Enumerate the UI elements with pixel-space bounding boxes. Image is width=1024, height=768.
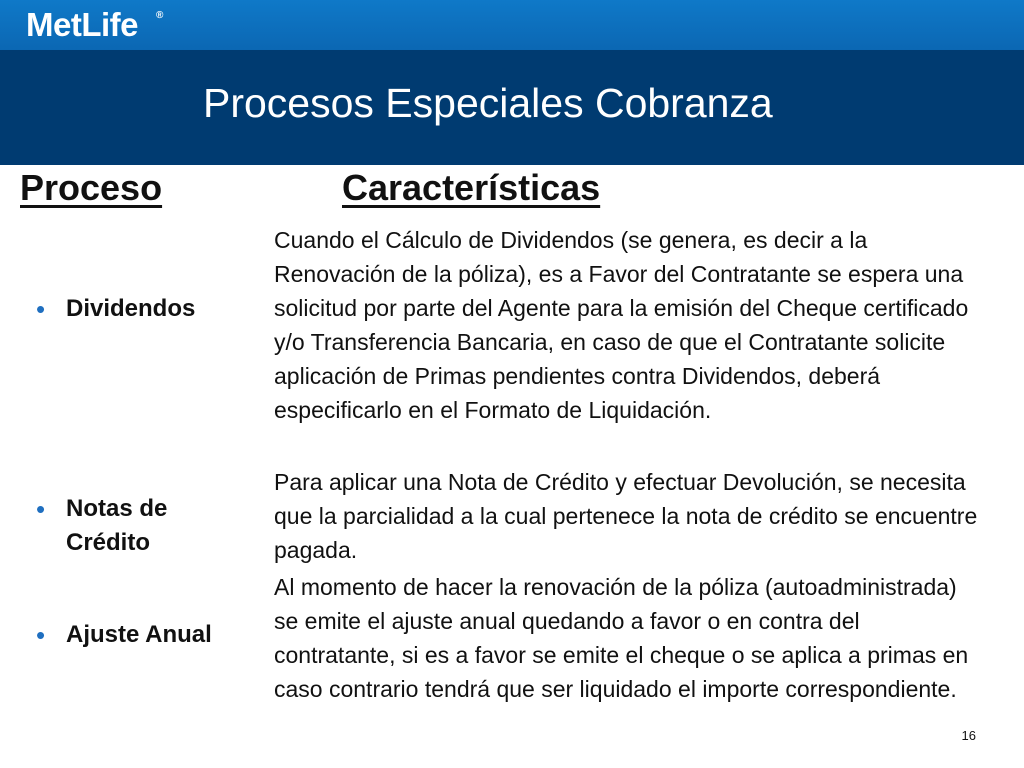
process-column-header: Proceso [20, 167, 163, 208]
process-label: Ajuste Anual [66, 621, 212, 648]
slide-title: Procesos Especiales Cobranza [203, 80, 773, 126]
process-item-notas-de-credito [36, 492, 236, 560]
process-item-ajuste-anual [36, 618, 236, 652]
description-notas-de-credito: Para aplicar una Nota de Crédito y efectuar Devolución, se necesita que la parcialidad a la cual pertenece la nota de crédito se encuentre pagada. [274, 469, 978, 563]
logo-bar [0, 0, 1024, 50]
description-dividendos: Cuando el Cálculo de Dividendos (se genera, es decir a la Renovación de la póliza), es a Favor del Contratante se espera una solicitud por parte del Agente para la emisión del Cheque certificado y/o Transferencia Bancaria, en caso de que el Contratante solicite aplicación de Primas pendientes contra Dividendos, deberá especificarlo en el Formato de Liquidación. [274, 227, 969, 423]
bullet-icon: • [36, 494, 46, 524]
bullet-icon: • [36, 620, 46, 650]
process-label: Notas de Crédito [66, 495, 168, 556]
description-ajuste-anual: Al momento de hacer la renovación de la póliza (autoadministrada) se emite el ajuste anual quedando a favor o en contra del contratante, si es a favor se emite el cheque o se aplica a primas en caso contrario tendrá que ser liquidado el importe correspondiente. [274, 574, 969, 702]
process-item-dividendos [36, 292, 236, 326]
page-number: 16 [961, 728, 976, 743]
process-label: Dividendos [66, 295, 196, 322]
bullet-icon: • [36, 294, 46, 324]
features-column-header: Características [342, 167, 601, 208]
registered-mark: ® [156, 10, 164, 21]
metlife-logo: MetLife [26, 6, 138, 43]
